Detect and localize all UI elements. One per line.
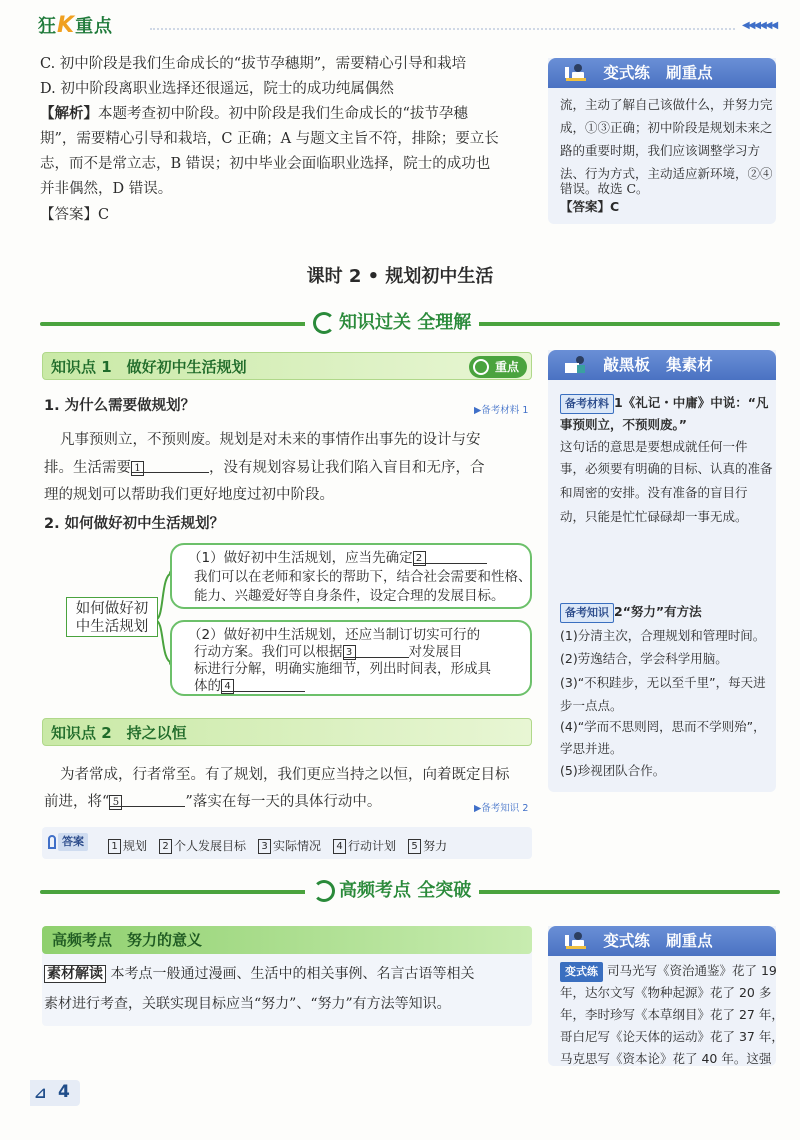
blank-1[interactable]: 1 [131,456,209,473]
kp1-p1-line1: 凡事预则立，不预则废。规划是对未来的事情作出事先的设计与安 [60,432,481,448]
answer-item-4: 4 行动计划 [333,837,396,854]
header-arrows-icon: ◀◀◀◀◀◀ [742,20,777,31]
answers-label: 答案 [48,833,88,851]
answer-item-2: 2 个人发展目标 [159,837,246,854]
freq-line2: 素材进行考查，关联实现目标应当“努力”、“努力”有方法等知识。 [44,996,451,1012]
side-bot-tag: 变式练 [560,962,603,982]
answer-top: 【答案】C [40,207,110,223]
kp2-title: 知识点 2 持之以恒 [51,724,187,742]
side-top-line-5: 错误。故选 C。 [560,181,649,196]
knowledge-2-line3: (3)“不积跬步，无以至千里”，每天进 [560,675,766,690]
material-1-line3: 这句话的意思是要想成就任何一件 [560,439,748,454]
knowledge-2-line6: 学思并进。 [560,741,623,756]
banner2-title [305,876,479,902]
mindmap-branch-2 [170,620,532,696]
branch2-line1: （2）做好初中生活规划，还应当制订切实可行的 [188,627,481,643]
kp1-question-2: 2. 如何做好初中生活规划？ [44,516,225,532]
side-bot-line5: 马克思写《资本论》花了 40 年。这强 [560,1051,772,1066]
option-c: C. 初中阶段是我们生命成长的“拔节孕穗期”，需要精心引导和栽培 [40,56,467,72]
person-board-icon [562,355,590,377]
material-1-line4: 事，必须要有明确的目标、认真的准备 [560,461,773,476]
lesson-title: 课时 2 • 规划初中生活 [306,266,494,287]
knowledge-2-line1: (1)分清主次，合理规划和管理时间。 [560,628,766,643]
answers-bar [42,827,532,859]
answer-item-1: 1 规划 [108,837,147,854]
branch2-line3: 标进行分解，明确实施细节，列出时间表，形成具 [194,661,491,677]
center-node-line2: 中生活规划 [75,619,149,635]
side-bot-line1: 变式练 司马光写《资治通鉴》花了 19 [560,960,777,982]
kp1-question-1: 1. 为什么需要做规划？ [44,398,196,414]
mindmap-center-node [66,597,158,637]
banner2-part2: 全突破 [417,880,472,901]
knowledge-2-head: 备考知识 2“努力”有方法 [560,601,702,623]
side-title-1: 变式练 [603,64,650,82]
side-top-line-3: 路的重要时期，我们应该调整学习方 [560,143,761,158]
material-1-line2: 事预则立，不预则废。” [560,417,687,432]
side-mid-title-2: 集素材 [666,356,713,374]
knowledge-2-line4: 步一点点。 [560,698,623,713]
blank-2[interactable]: 2 [413,547,487,564]
mindmap-branch-1 [170,543,532,609]
kp1-p1-line3: 理的规划可以帮助我们更好地度过初中阶段。 [44,487,334,503]
logo-suffix: 重点 [75,16,114,37]
kp2-line1: 为者常成，行者常至。有了规划，我们更应当持之以恒，向着既定目标 [60,767,510,783]
knowledge-2-line5: (4)“学而不思则罔，思而不学则殆”， [560,719,766,734]
branch1-line2: 我们可以在老师和家长的帮助下，结合社会需要和性格、 [194,569,532,585]
answer-item-5: 5 努力 [408,837,447,854]
freq-title: 高频考点 努力的意义 [52,931,203,949]
key-icon [48,835,56,849]
branch1-line3: 能力、兴趣爱好等自身条件，设定合理的发展目标。 [194,588,505,604]
material-1-head: 备考材料 1《礼记・中庸》中说：“凡 [560,392,768,414]
side-top-line-2: 成，①③正确；初中阶段是规划未来之 [560,120,773,135]
material-tag-1: 备考材料 [560,394,614,414]
material-1-line6: 动，只能是忙忙碌碌却一事无成。 [560,509,748,524]
option-d: D. 初中阶段离职业选择还很遥远，院士的成功纯属偶然 [40,81,394,97]
banner1-part1: 知识过关 [339,312,411,333]
swirl-icon [313,312,335,334]
kp1-title: 知识点 1 做好初中生活规划 [51,358,247,376]
side-top-line-4: 法、行为方式，主动适应新环境，②④ [560,166,773,181]
person-desk-icon [562,931,590,953]
side-top-line-1: 流，主动了解自己该做什么，并努力完 [560,97,773,112]
page-number-badge [30,1080,80,1106]
blank-3[interactable]: 3 [343,641,409,658]
side-bot-line3: 年，李时珍写《本草纲目》花了 27 年， [560,1007,784,1022]
analysis-line-1: 【解析】本题考查初中阶段。初中阶段是我们生命成长的“拔节孕穗 [40,105,468,122]
blank-4[interactable]: 4 [221,675,305,692]
side-bot-line4: 哥白尼写《论天体的运动》花了 37 年， [560,1029,784,1044]
side-top-answer: 【答案】C [560,199,620,214]
kp1-title-bar [42,352,532,380]
target-icon [473,359,489,375]
freq-tag: 素材解读 [44,965,106,983]
knowledge-2-line2: (2)劳逸结合，学会科学用脑。 [560,651,728,666]
analysis-line-3: 志，而不是常立志，B 错误；初中毕业会面临职业选择，院士的成功也 [40,156,491,172]
kp2-ref[interactable]: ▶备考知识 2 [474,803,529,814]
freq-title-bar [42,926,532,954]
side-bot-title-2: 刷重点 [666,932,713,950]
freq-line1: 素材解读 本考点一般通过漫画、生活中的相关事例、名言古语等相关 [44,962,474,986]
page-number: 4 [58,1082,70,1102]
banner2-part1: 高频考点 [339,880,411,901]
kp1-ref-1[interactable]: ▶备考材料 1 [474,405,529,416]
kp1-p1-line2: 排。生活需要 1 ，没有规划容易让我们陷入盲目和无序，合 [44,456,485,480]
banner1-title [305,308,479,334]
branch1-line1: （1）做好初中生活规划，应当先确定 2 [188,547,487,569]
person-desk-icon [562,63,590,85]
knowledge-tag-2: 备考知识 [560,603,614,623]
side-mid-title-1: 敲黑板 [603,356,650,374]
answers-list [108,835,459,854]
runner-icon: ⊿ [34,1084,47,1102]
side-mid-header [548,350,776,380]
gear-swirl-icon [313,880,335,902]
blank-5[interactable]: 5 [109,790,185,807]
logo-prefix: 狂 [38,16,57,37]
banner1-part2: 全理解 [417,312,472,333]
knowledge-2-line7: (5)珍视团队合作。 [560,763,666,778]
side-bot-header [548,926,776,956]
analysis-line-2: 期”，需要精心引导和栽培，C 正确；A 与题文主旨不符，排除；要立长 [40,131,499,147]
side-box-header [548,58,776,88]
logo-k: K [57,13,76,38]
material-1-line5: 和周密的安排。没有准备的盲目行 [560,485,748,500]
kp2-line2: 前进，将“ 5 ”落实在每一天的具体行动中。 [44,790,381,814]
brand-logo [38,12,113,38]
center-node-line1: 如何做好初 [75,601,149,617]
analysis-label: 【解析】 [40,105,98,122]
kp2-title-bar [42,718,532,746]
header-dotted-rule [150,28,735,30]
branch2-line2: 行动方案。我们可以根据 3 对发展目 [194,641,463,663]
side-title-2: 刷重点 [666,64,713,82]
side-bot-line2: 年，达尔文写《物种起源》花了 20 多 [560,985,772,1000]
analysis-line-4: 并非偶然，D 错误。 [40,181,173,197]
answer-item-3: 3 实际情况 [258,837,321,854]
branch2-line4: 体的 4 [194,675,305,697]
kp1-key-tag: 重点 [469,356,527,378]
side-bot-title-1: 变式练 [603,932,650,950]
